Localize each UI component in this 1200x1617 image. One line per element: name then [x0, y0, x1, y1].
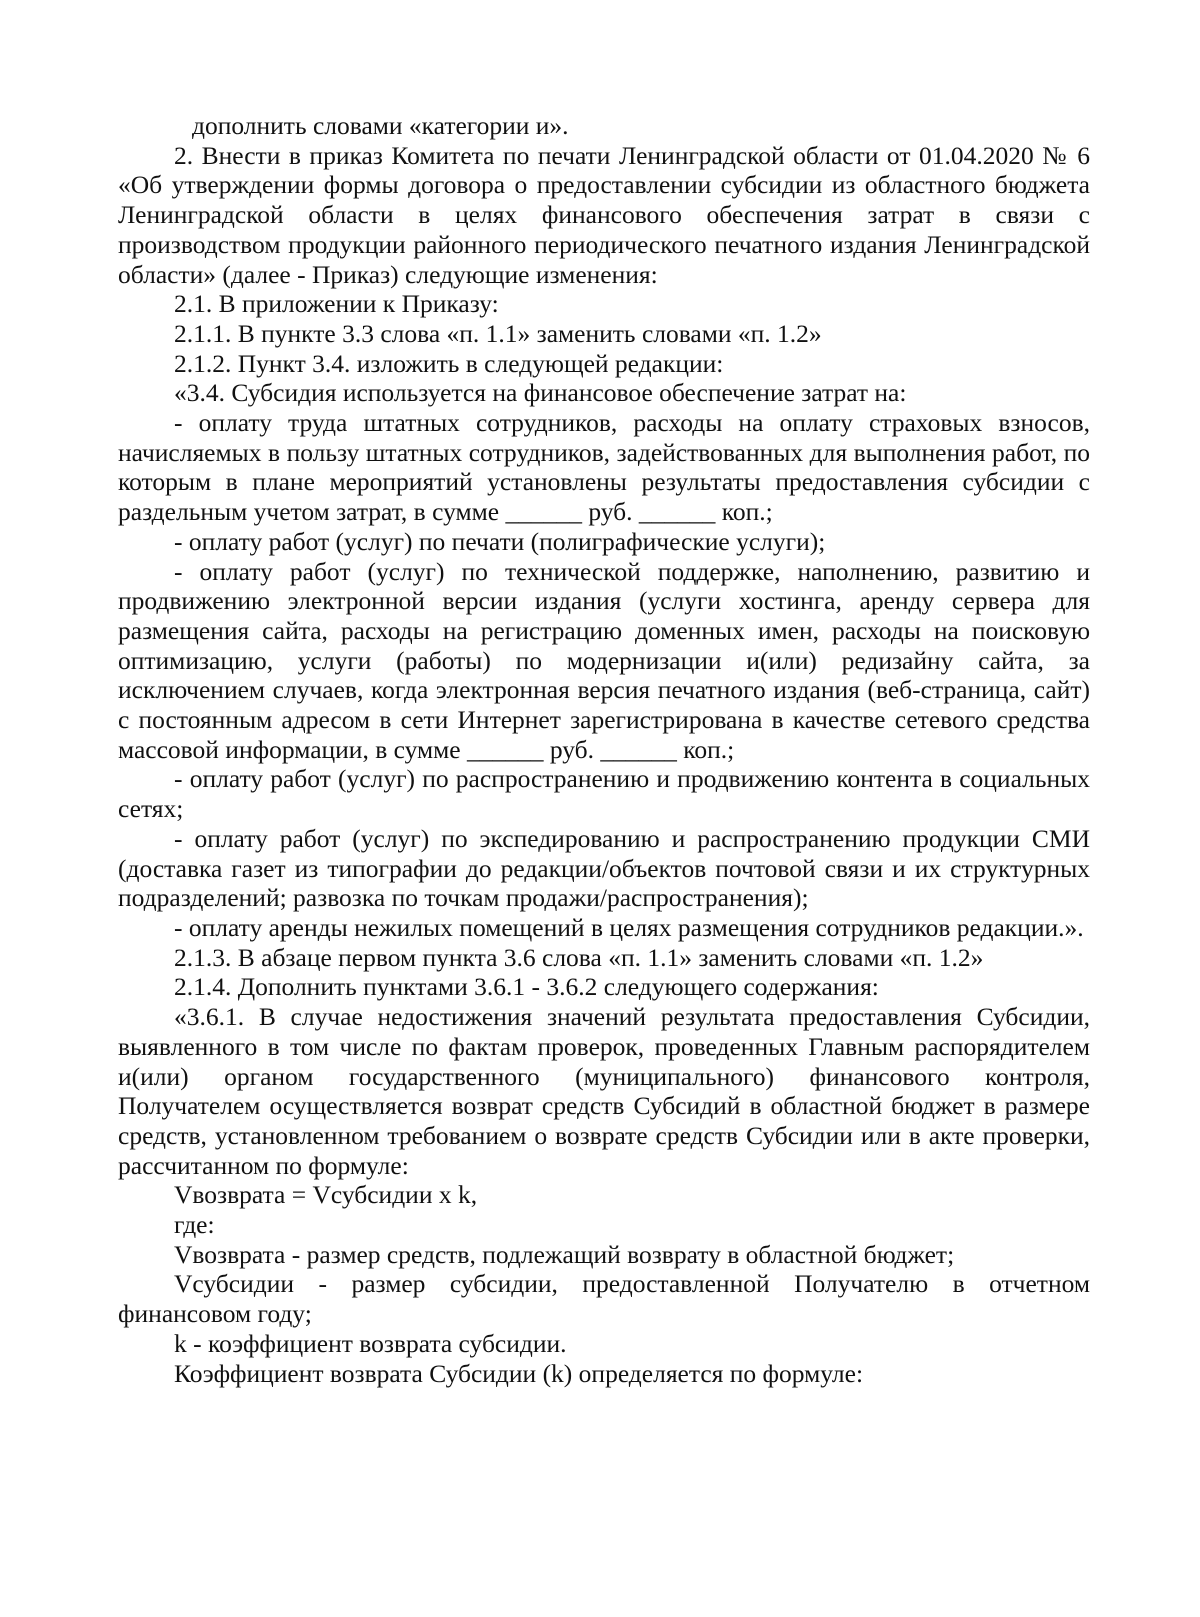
paragraph: Vсубсидии - размер субсидии, предоставленной Получателю в отчетном финансовом году; — [118, 1269, 1090, 1329]
paragraph: k - коэффициент возврата субсидии. — [174, 1328, 567, 1358]
paragraph: 2.1.4. Дополнить пунктами 3.6.1 - 3.6.2 следующего содержания: — [174, 972, 879, 1002]
paragraph: - оплату работ (услуг) по распространению и продвижению контента в социальных сетях; — [118, 764, 1090, 824]
paragraph: - оплату работ (услуг) по технической поддержке, наполнению, развитию и продвижению электронной версии издания (услуги хостинга, аренду сервера для размещения сайта, расходы на регистрацию доменных имен, расходы на поисковую оптимизацию, услуги (работы) по модернизации и(или) редизайну сайта, за исключением случаев, когда электронная версия печатного издания (веб-страница, сайт) с постоянным адресом в сети Интернет зарегистрирована в качестве сетевого средства массовой информации, в сумме ______ руб. ______ коп.; — [118, 556, 1090, 764]
paragraph: - оплату работ (услуг) по экспедированию и распространению продукции СМИ (доставка газет из типографии до редакции/объектов почтовой связи и их структурных подразделений; развозка по точкам продажи/распространения); — [118, 823, 1090, 913]
paragraph: - оплату работ (услуг) по печати (полиграфические услуги); — [174, 526, 826, 556]
paragraph: Коэффициент возврата Субсидии (k) определяется по формуле: — [174, 1358, 864, 1388]
paragraph: 2.1.3. В абзаце первом пункта 3.6 слова «п. 1.1» заменить словами «п. 1.2» — [174, 942, 984, 972]
formula-line: Vвозврата = Vсубсидии x k, — [174, 1180, 478, 1210]
paragraph: - оплату аренды нежилых помещений в целях размещения сотрудников редакции.». — [174, 912, 1084, 942]
paragraph: 2.1.1. В пункте 3.3 слова «п. 1.1» заменить словами «п. 1.2» — [174, 318, 822, 348]
paragraph: «3.4. Субсидия используется на финансовое обеспечение затрат на: — [174, 378, 907, 408]
document-body — [118, 111, 1090, 1388]
paragraph: Vвозврата - размер средств, подлежащий возврату в областной бюджет; — [174, 1239, 955, 1269]
paragraph: 2.1. В приложении к Приказу: — [174, 289, 499, 319]
paragraph: дополнить словами «категории и». — [192, 111, 569, 140]
paragraph: 2. Внести в приказ Комитета по печати Ленинградской области от 01.04.2020 № 6 «Об утверждении формы договора о предоставлении субсидии из областного бюджета Ленинградской области в целях финансового обеспечения затрат в связи с производством продукции районного периодического печатного издания Ленинградской области» (далее - Приказ) следующие изменения: — [118, 140, 1090, 289]
paragraph: - оплату труда штатных сотрудников, расходы на оплату страховых взносов, начисляемых в пользу штатных сотрудников, задействованных для выполнения работ, по которым в плане мероприятий установлены результаты предоставления субсидии с раздельным учетом затрат, в сумме ______ руб. ______ коп.; — [118, 408, 1090, 527]
paragraph: где: — [174, 1210, 215, 1240]
paragraph: «3.6.1. В случае недостижения значений результата предоставления Субсидии, выявленного в том числе по фактам проверок, проведенных Главным распорядителем и(или) органом государственного (муниципального) финансового контроля, Получателем осуществляется возврат средств Субсидий в областной бюджет в размере средств, установленном требованием о возврате средств Субсидии или в акте проверки, рассчитанном по формуле: — [118, 1002, 1090, 1180]
paragraph: 2.1.2. Пункт 3.4. изложить в следующей редакции: — [174, 348, 724, 378]
